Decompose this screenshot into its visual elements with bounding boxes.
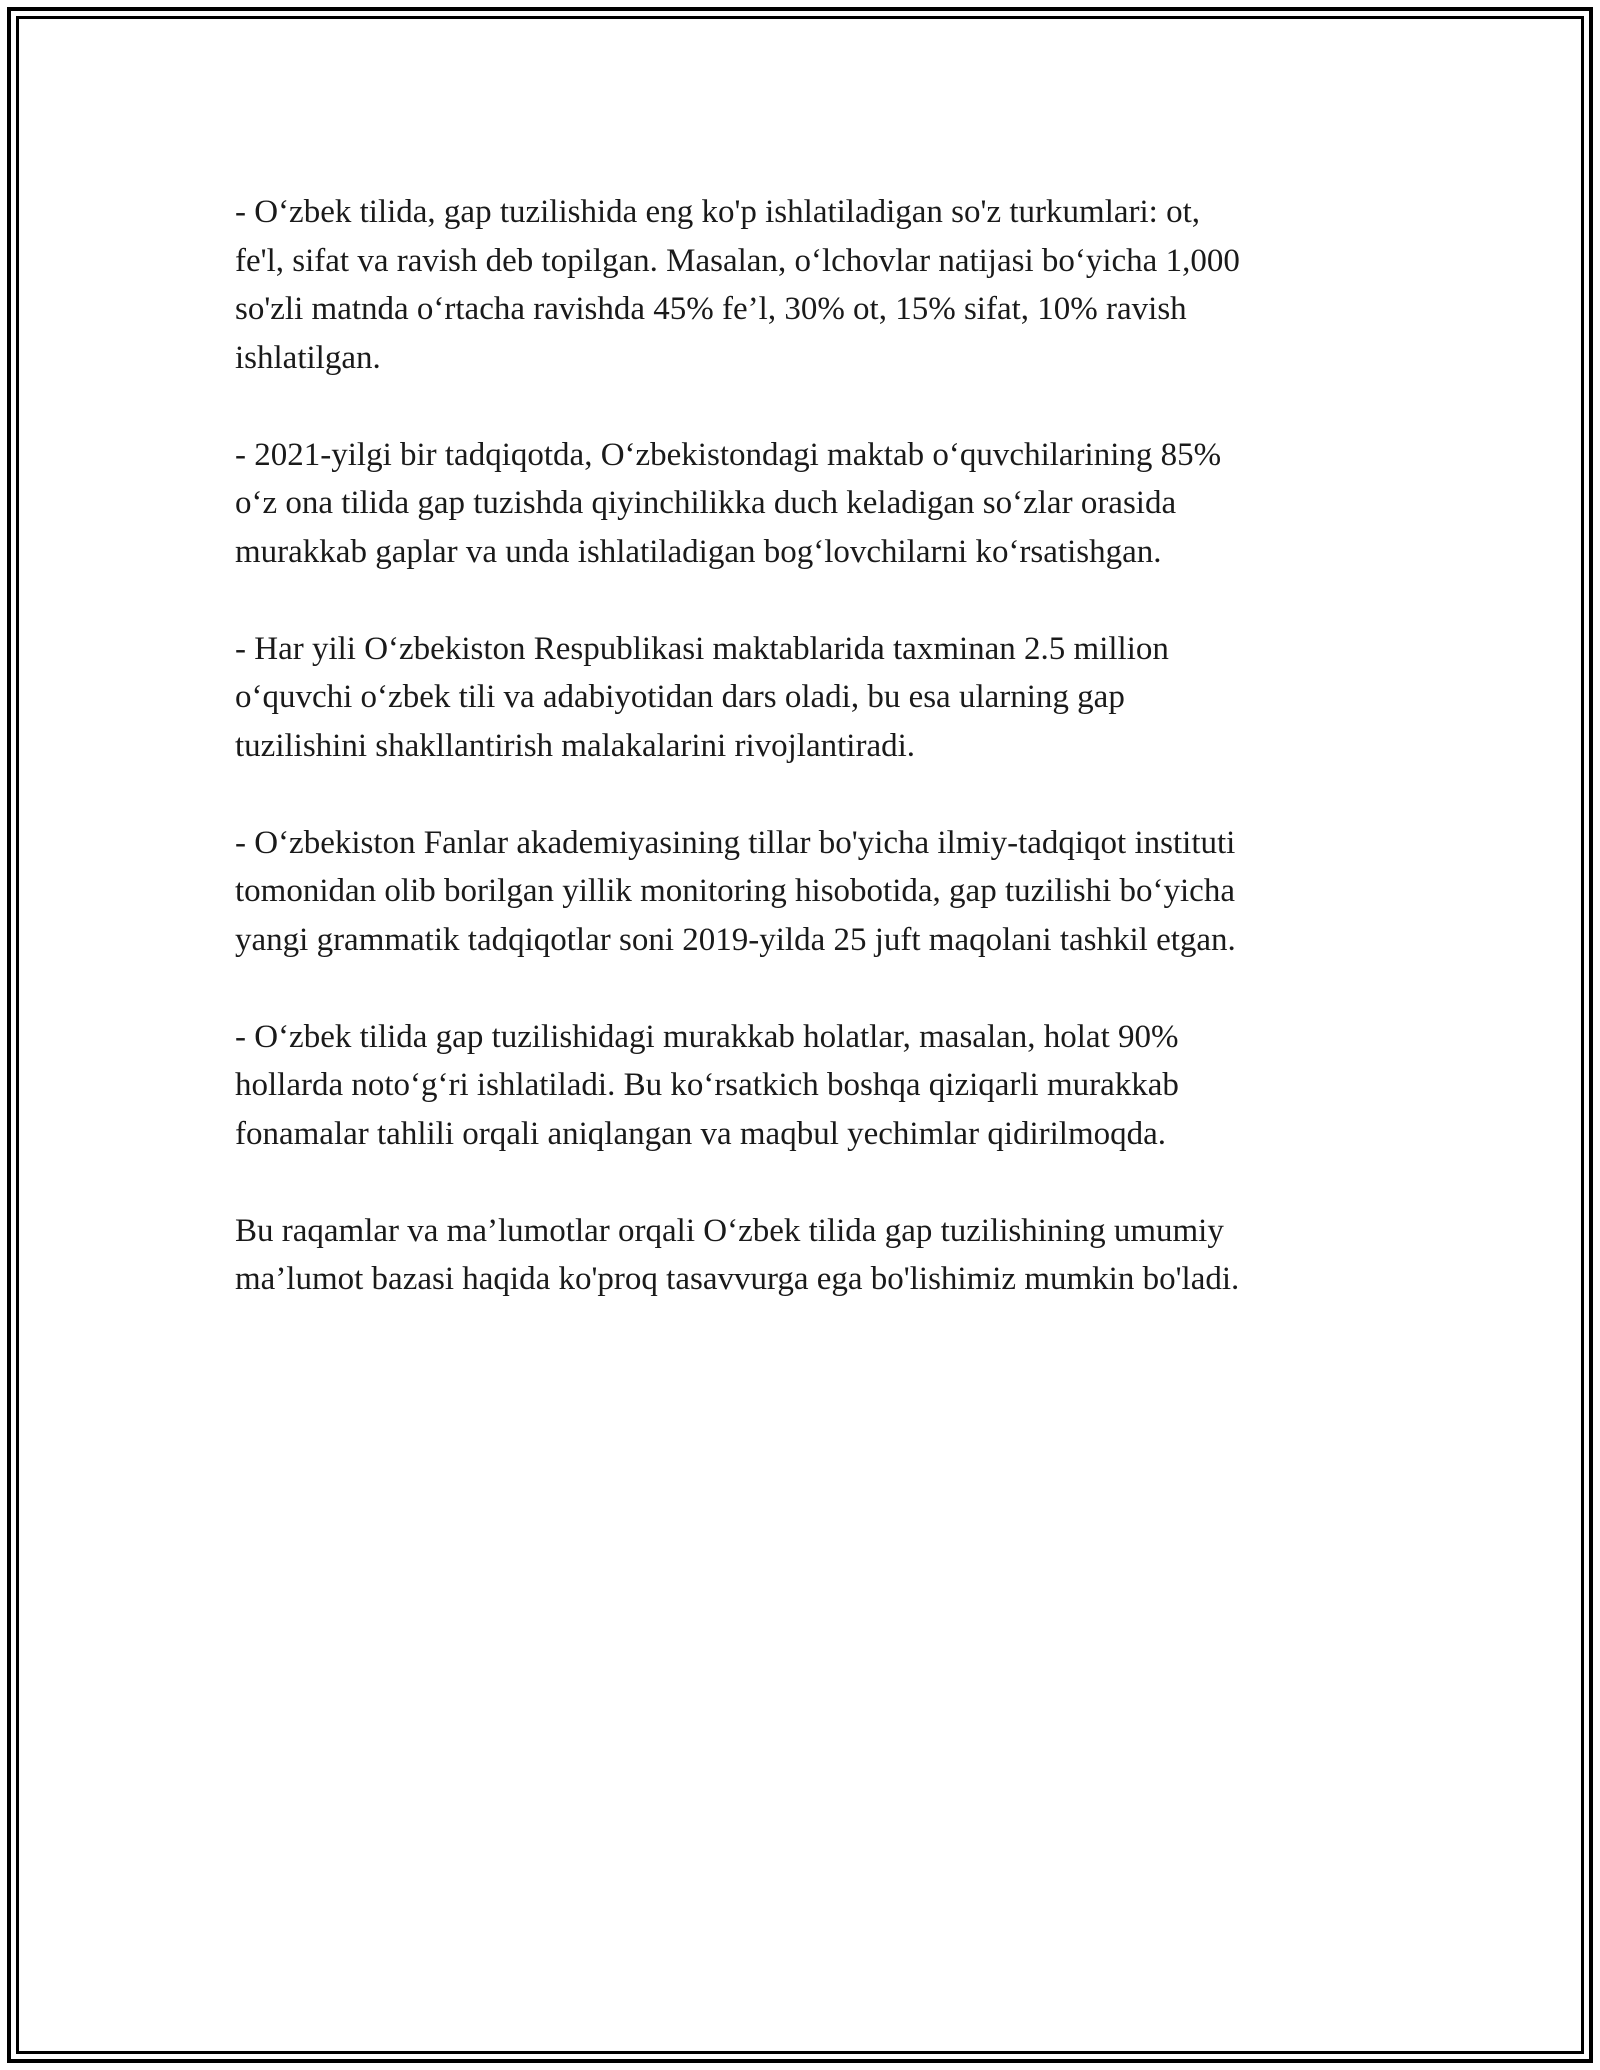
paragraph-academy-monitoring: - O‘zbekiston Fanlar akademiyasining tillar bo'yicha ilmiy-tadqiqot instituti tomonidan olib borilgan yillik monitoring hisobotida, gap tuzilishi bo‘yicha yangi grammatik tadqiqotlar soni 2019-yilda 25 juft maqolani tashkil etgan.	[235, 824, 1236, 958]
paragraph-complex-cases: - O‘zbek tilida gap tuzilishidagi murakkab holatlar, masalan, holat 90% hollarda noto‘g‘ri ishlatiladi. Bu ko‘rsatkich boshqa qiziqarli murakkab fonamalar tahlili orqali aniqlangan va maqbul yechimlar qidirilmoqda.	[235, 1018, 1179, 1152]
paragraph-conclusion: Bu raqamlar va ma’lumotlar orqali O‘zbek tilida gap tuzilishining umumiy ma’lumot bazasi haqida ko'proq tasavvurga ega bo'lishimiz mumkin bo'ladi.	[235, 1212, 1240, 1297]
paragraph-school-students: - Har yili O‘zbekiston Respublikasi maktablarida taxminan 2.5 million o‘quvchi o‘zbek tili va adabiyotidan dars oladi, bu esa ularning gap tuzilishini shakllantirish malakalarini rivojlantiradi.	[235, 630, 1169, 764]
paragraph-2021-study: - 2021-yilgi bir tadqiqotda, O‘zbekistondagi maktab o‘quvchilarining 85% o‘z ona tilida gap tuzishda qiyinchilikka duch keladigan so‘zlar orasida murakkab gaplar va unda ishlatiladigan bog‘lovchilarni ko‘rsatishgan.	[235, 436, 1222, 570]
paragraph-word-class-frequency: - O‘zbek tilida, gap tuzilishida eng ko'p ishlatiladigan so'z turkumlari: ot, fe'l, sifat va ravish deb topilgan. Masalan, o‘lchovlar natijasi bo‘yicha 1,000 so'zli matnda o‘rtacha ravishda 45% fe’l, 30% ot, 15% sifat, 10% ravish ishlatilgan.	[235, 194, 1240, 376]
document-body	[235, 188, 1395, 1352]
